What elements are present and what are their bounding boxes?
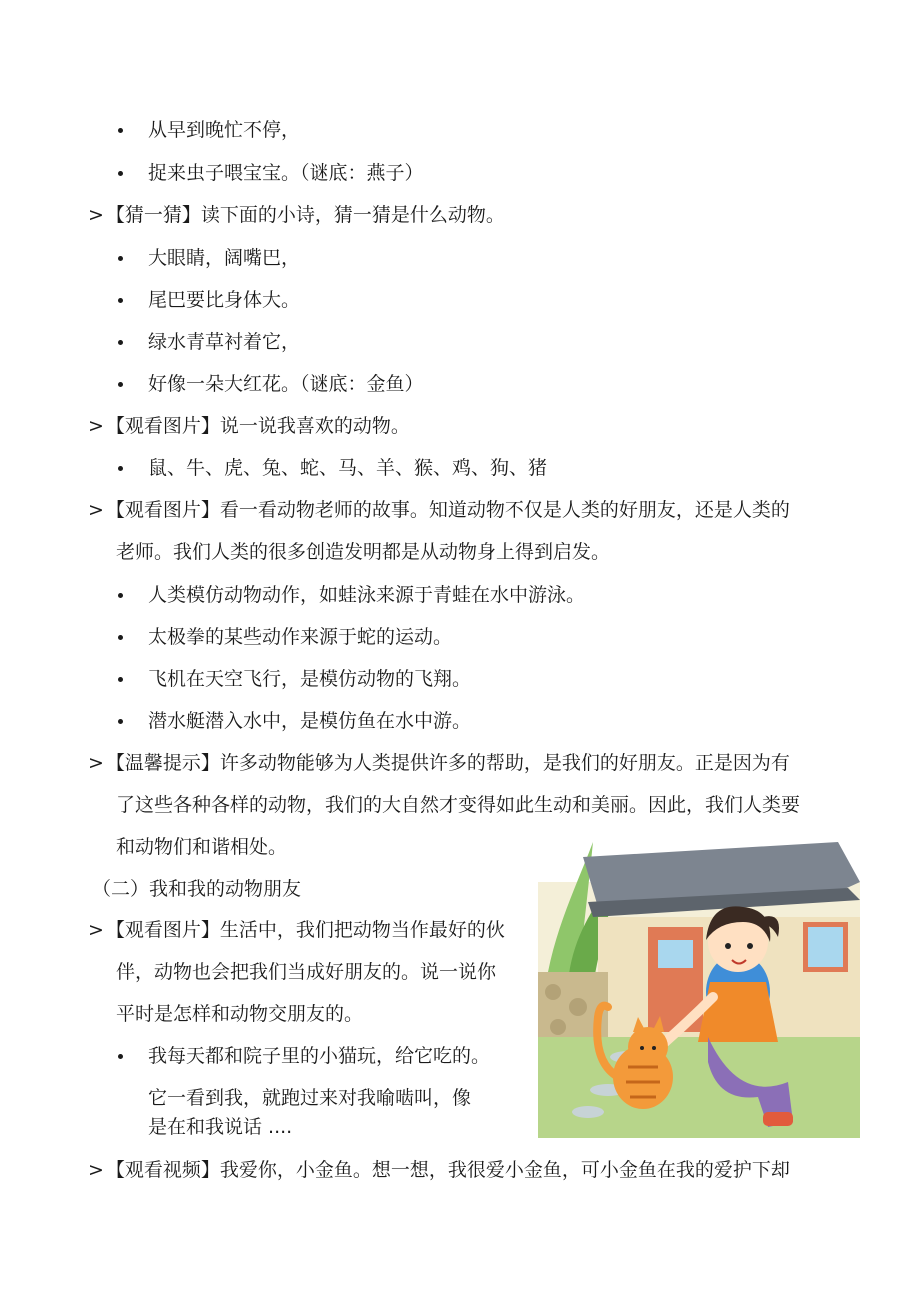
bullet: [118, 635, 123, 640]
zodiac-list: 鼠、牛、虎、兔、蛇、马、羊、猴、鸡、狗、猪: [148, 457, 548, 479]
heading-text: 【温馨提示】许多动物能够为人类提供许多的帮助，是我们的好朋友。正是因为有: [105, 752, 790, 774]
paragraph-line: 伴，动物也会把我们当成好朋友的。说一说你: [116, 961, 497, 983]
paragraph-line: 它一看到我，就跑过来对我喻啮叫，像: [148, 1087, 472, 1109]
heading-text: 【观看视频】我爱你，小金鱼。想一想，我很爱小金鱼，可小金鱼在我的爱护下却: [105, 1159, 790, 1181]
list-item: 我每天都和院子里的小猫玩，给它吃的。: [148, 1045, 491, 1067]
paragraph-line: 平时是怎样和动物交朋友的。: [116, 1003, 364, 1025]
paragraph-line: 和动物们和谐相处。: [116, 836, 288, 858]
section-heading-guess: [88, 203, 505, 227]
arrow-marker: >: [88, 752, 104, 774]
poem-line: 尾巴要比身体大。: [148, 289, 301, 311]
paragraph-line: 老师。我们人类的很多创造发明都是从动物身上得到启发。: [116, 541, 611, 563]
arrow-marker: >: [88, 415, 104, 437]
list-item: 太极拳的某些动作来源于蛇的运动。: [148, 626, 453, 648]
section-heading-video: [88, 1158, 790, 1182]
heading-text: 【观看图片】生活中，我们把动物当作最好的伙: [105, 919, 505, 941]
list-item: 飞机在天空飞行，是模仿动物的飞翔。: [148, 668, 472, 690]
poem-line: 绿水青草衬着它，: [148, 331, 301, 353]
bullet: [118, 171, 123, 176]
girl-with-cat-illustration: [538, 822, 860, 1138]
poem-line: 好像一朵大红花。（谜底：金鱼）: [148, 373, 424, 395]
heading-text: 【观看图片】说一说我喜欢的动物。: [105, 415, 410, 437]
section-title: （二）我和我的动物朋友: [92, 878, 302, 900]
section-heading-friends: [88, 918, 505, 942]
bullet: [118, 719, 123, 724]
poem-line: 从早到晚忙不停，: [148, 119, 301, 141]
bullet: [118, 466, 123, 471]
bullet: [118, 593, 123, 598]
bullet: [118, 1054, 123, 1059]
bullet: [118, 298, 123, 303]
list-item: 潜水艇潜入水中，是模仿鱼在水中游。: [148, 710, 472, 732]
arrow-marker: >: [88, 1159, 104, 1181]
arrow-marker: >: [88, 919, 104, 941]
poem-line: 捉来虫子喂宝宝。（谜底：燕子）: [148, 162, 424, 184]
heading-text: 【猜一猜】读下面的小诗，猜一猜是什么动物。: [105, 204, 505, 226]
bullet: [118, 340, 123, 345]
bullet: [118, 677, 123, 682]
bullet: [118, 382, 123, 387]
section-heading-watch-favorite: [88, 414, 410, 438]
paragraph-line: 了这些各种各样的动物，我们的大自然才变得如此生动和美丽。因此，我们人类要: [116, 794, 801, 816]
bullet: [118, 128, 123, 133]
arrow-marker: >: [88, 204, 104, 226]
poem-line: 大眼睛，阔嘴巴，: [148, 247, 301, 269]
section-heading-tip: [88, 751, 790, 775]
bullet: [118, 256, 123, 261]
list-item: 人类模仿动物动作，如蛙泳来源于青蛙在水中游泳。: [148, 584, 586, 606]
heading-text: 【观看图片】看一看动物老师的故事。知道动物不仅是人类的好朋友，还是人类的: [105, 499, 790, 521]
arrow-marker: >: [88, 499, 104, 521]
section-heading-animal-teacher: [88, 498, 790, 522]
paragraph-line: 是在和我说话 ....: [148, 1116, 293, 1138]
